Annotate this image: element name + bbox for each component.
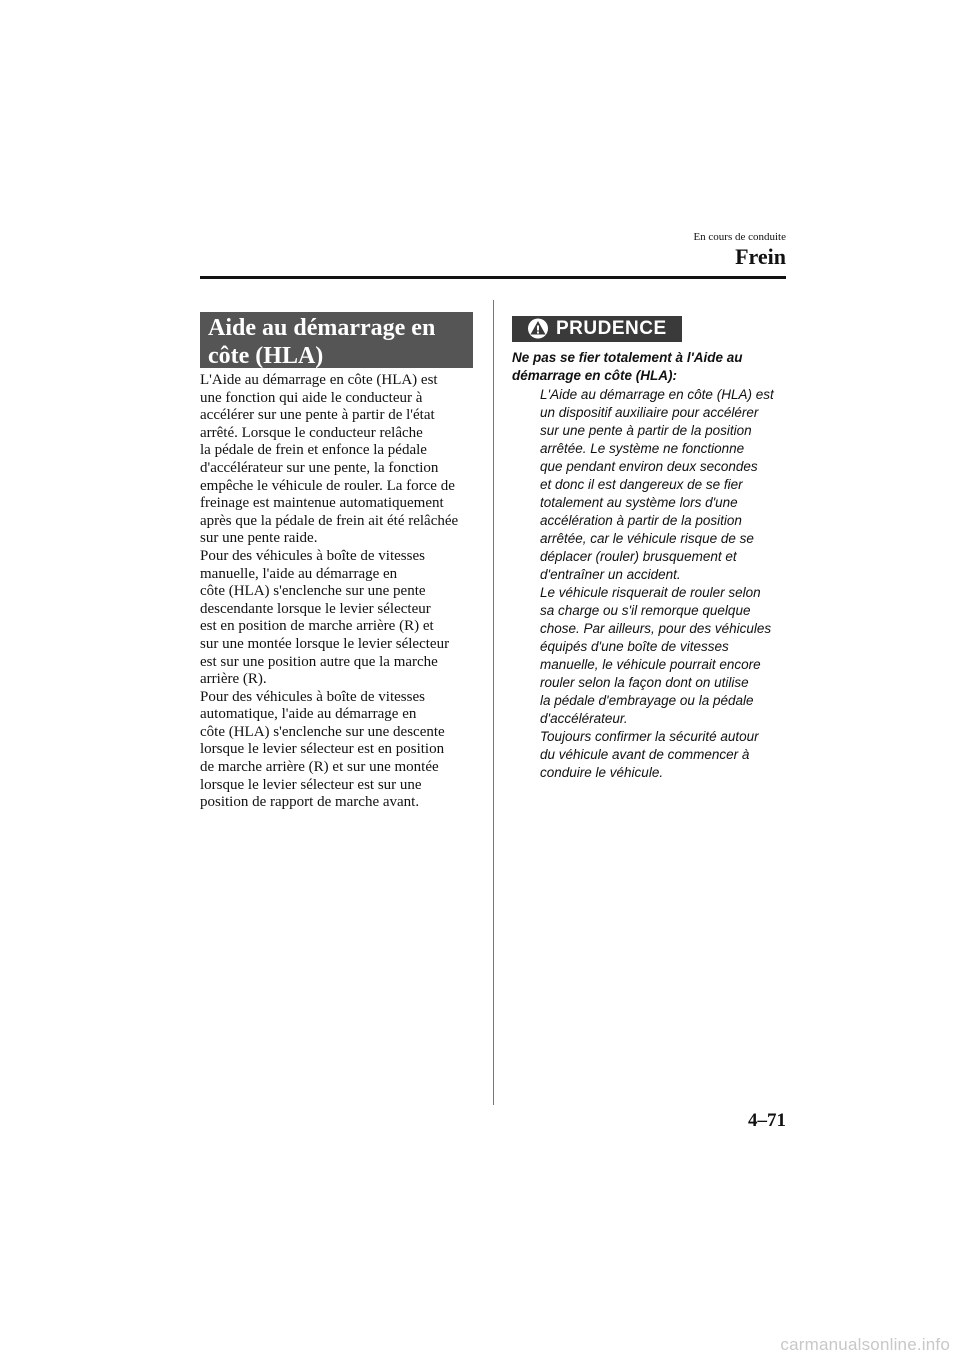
caution-body: L'Aide au démarrage en côte (HLA) est un dispositif auxiliaire pour accélérer sur une pente à partir de la position arrêtée. Le système ne fonctionne que pendant environ deux secondes et donc il est dangereux de se fier totalement au système lors d'une accélération à partir de la position arrêtée, car le véhicule risque de se déplacer (rouler) brusquement et d'entraîner un accident. Le véhicule risquerait de rouler selon sa charge ou s'il remorque quelque chose. Par ailleurs, pour des véhicules équipés d'une boîte de vitesses manuelle, le véhicule pourrait encore rouler selon la façon dont on utilise la pédale d'embrayage ou la pédale d'accélérateur. Toujours confirmer la sécurité autour du véhicule avant de commencer à conduire le véhicule.: [540, 387, 774, 780]
section-heading-box: [200, 312, 473, 368]
column-divider: [493, 300, 494, 1105]
header-section-name: En cours de conduite: [693, 231, 786, 243]
page-number: 4–71: [748, 1110, 786, 1131]
watermark: carmanualsonline.info: [780, 1335, 950, 1354]
section-title: Aide au démarrage en côte (HLA): [208, 315, 436, 369]
caution-badge: [512, 316, 682, 342]
caution-label: PRUDENCE: [556, 318, 667, 339]
header-rule: [200, 276, 786, 279]
header-title: Frein: [735, 244, 786, 269]
caution-heading: Ne pas se fier totalement à l'Aide au démarrage en côte (HLA):: [512, 350, 743, 383]
body-paragraph: L'Aide au démarrage en côte (HLA) est une fonction qui aide le conducteur à accélérer sur une pente à partir de l'état arrêté. Lorsque le conducteur relâche la pédale de frein et enfonce la pédale d'accélérateur sur une pente, la fonction empêche le véhicule de rouler. La force de freinage est maintenue automatiquement après que la pédale de frein ait été relâchée sur une pente raide. Pour des véhicules à boîte de vitesses manuelle, l'aide au démarrage en côte (HLA) s'enclenche sur une pente descendante lorsque le levier sélecteur est en position de marche arrière (R) et sur une montée lorsque le levier sélecteur est sur une position autre que la marche arrière (R). Pour des véhicules à boîte de vitesses automatique, l'aide au démarrage en côte (HLA) s'enclenche sur une descente lorsque le levier sélecteur est en position de marche arrière (R) et sur une montée lorsque le levier sélecteur est sur une position de rapport de marche avant.: [200, 372, 459, 811]
warning-icon: [527, 318, 549, 339]
